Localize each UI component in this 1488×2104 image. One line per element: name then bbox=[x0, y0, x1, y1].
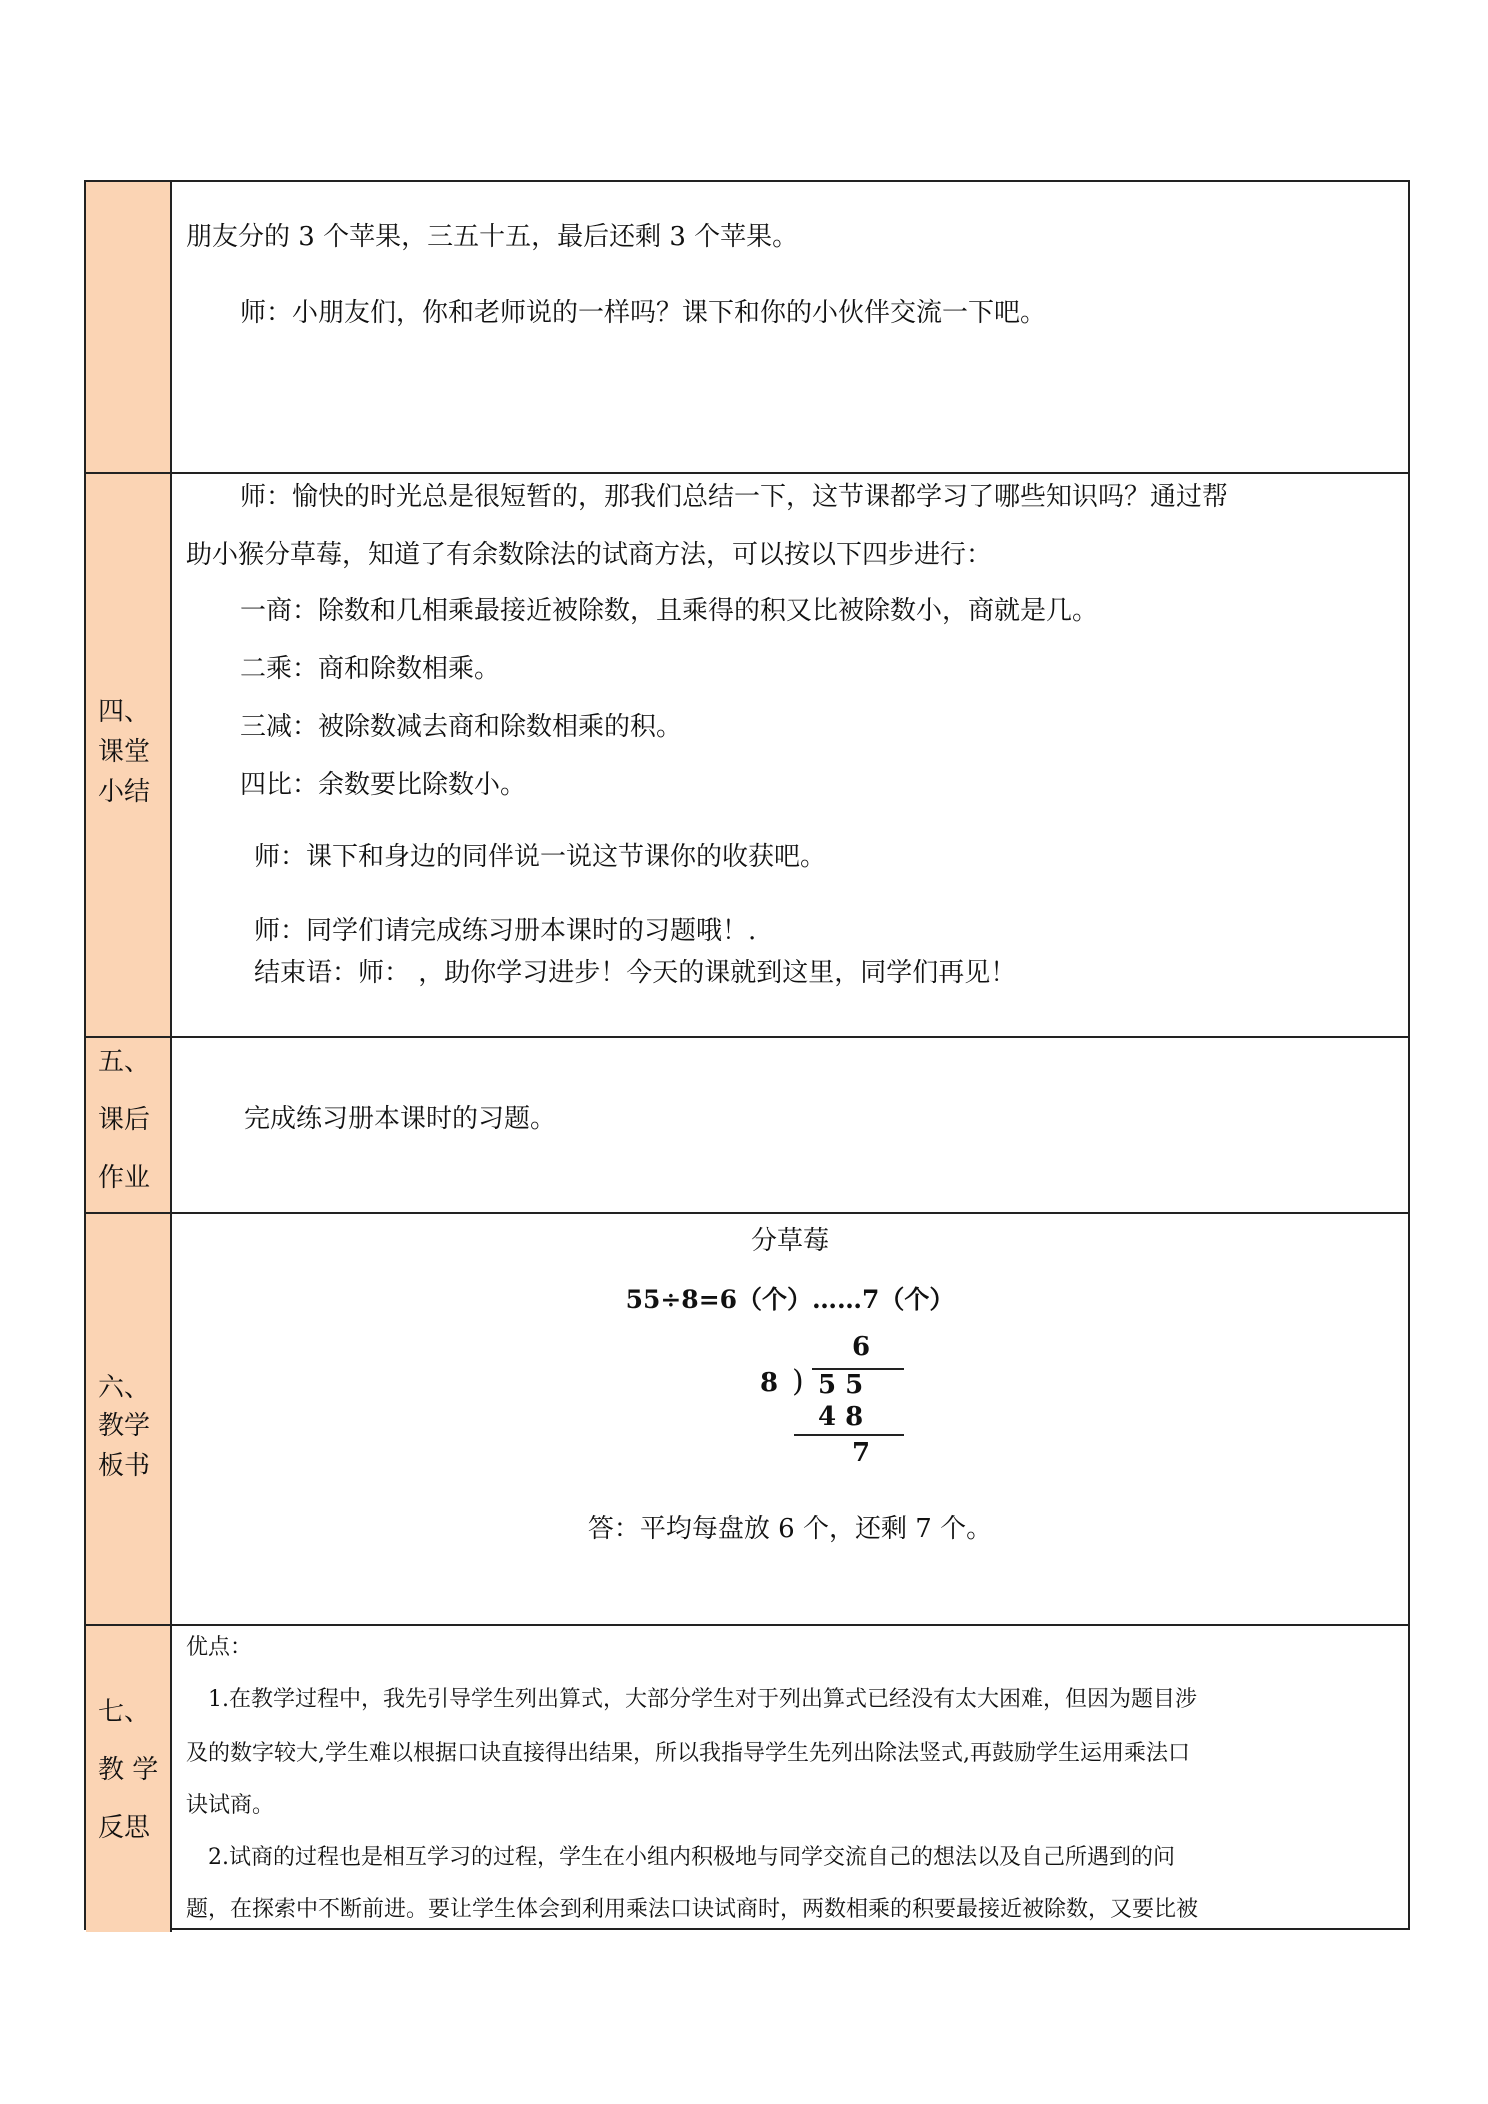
text-line: 助小猴分草莓，知道了有余数除法的试商方法，可以按以下四步进行： bbox=[186, 540, 993, 570]
board-equation: 55÷8=6（个）……7（个） bbox=[625, 1285, 955, 1314]
label-line: 七、 bbox=[98, 1697, 151, 1727]
label-line: 小结 bbox=[98, 777, 151, 807]
label-line: 五、 bbox=[98, 1047, 151, 1077]
board-answer: 答：平均每盘放 6 个，还剩 7 个。 bbox=[587, 1514, 993, 1544]
division-remainder: 7 bbox=[852, 1438, 871, 1468]
row-reflection bbox=[86, 1626, 1408, 1932]
text-line: 完成练习册本课时的习题。 bbox=[244, 1104, 557, 1134]
text-line: 题，在探索中不断前进。要让学生体会到利用乘法口诀试商时，两数相乘的积要最接近被除数，又要比被 bbox=[186, 1897, 1199, 1922]
text-line: 二乘：商和除数相乘。 bbox=[240, 654, 501, 684]
row-content bbox=[172, 474, 1408, 1036]
row-label bbox=[86, 1626, 172, 1932]
division-dividend: 5 5 bbox=[818, 1370, 864, 1400]
division-product: 4 8 bbox=[818, 1402, 864, 1432]
label-line: 板书 bbox=[98, 1451, 151, 1481]
row-class-summary bbox=[86, 474, 1408, 1038]
text-line: 师：小朋友们，你和老师说的一样吗？课下和你的小伙伴交流一下吧。 bbox=[240, 298, 1047, 328]
row-label bbox=[86, 474, 172, 1036]
row-content bbox=[172, 1038, 1408, 1212]
text-line: 及的数字较大,学生难以根据口诀直接得出结果，所以我指导学生先列出除法竖式,再鼓励学生运用乘法口 bbox=[186, 1741, 1190, 1766]
division-bracket: ) bbox=[792, 1364, 804, 1399]
row-blackboard bbox=[86, 1214, 1408, 1626]
text-line: 1.在教学过程中，我先引导学生列出算式，大部分学生对于列出算式已经没有太大困难，但因为题目涉 bbox=[208, 1687, 1197, 1712]
row-homework bbox=[86, 1038, 1408, 1214]
row-content bbox=[172, 1214, 1408, 1624]
text-line: 师：愉快的时光总是很短暂的，那我们总结一下，这节课都学习了哪些知识吗？通过帮 bbox=[240, 482, 1229, 512]
division-subtraction-line bbox=[794, 1434, 904, 1436]
label-line: 课后 bbox=[98, 1105, 151, 1135]
row-label bbox=[86, 1214, 172, 1624]
lesson-plan-table bbox=[84, 180, 1410, 1930]
row-label-empty bbox=[86, 182, 172, 472]
row-content bbox=[172, 182, 1408, 472]
text-line: 三减：被除数减去商和除数相乘的积。 bbox=[240, 712, 683, 742]
division-quotient: 6 bbox=[852, 1332, 871, 1362]
label-line: 四、 bbox=[98, 697, 151, 727]
text-line: 结束语：师： ，助你学习进步！今天的课就到这里，同学们再见！ bbox=[254, 958, 1017, 988]
text-line: 四比：余数要比除数小。 bbox=[240, 770, 527, 800]
board-title: 分草莓 bbox=[750, 1226, 829, 1256]
label-line: 教 学 bbox=[98, 1755, 159, 1785]
label-line: 作业 bbox=[98, 1163, 151, 1193]
text-line: 优点： bbox=[186, 1635, 253, 1660]
text-line: 诀试商。 bbox=[186, 1793, 275, 1818]
row-label bbox=[86, 1038, 172, 1212]
text-line: 朋友分的 3 个苹果，三五十五，最后还剩 3 个苹果。 bbox=[186, 222, 799, 252]
label-line: 六、 bbox=[98, 1373, 151, 1403]
row-continuation bbox=[86, 182, 1408, 474]
text-line: 师：同学们请完成练习册本课时的习题哦！. bbox=[254, 916, 757, 946]
label-line: 反思 bbox=[98, 1813, 151, 1843]
row-content bbox=[172, 1626, 1408, 1932]
text-line: 师：课下和身边的同伴说一说这节课你的收获吧。 bbox=[254, 842, 827, 872]
label-line: 课堂 bbox=[98, 737, 151, 767]
text-line: 一商：除数和几相乘最接近被除数，且乘得的积又比被除数小，商就是几。 bbox=[240, 596, 1099, 626]
division-divisor: 8 bbox=[760, 1368, 779, 1398]
text-line: 2.试商的过程也是相互学习的过程，学生在小组内积极地与同学交流自己的想法以及自己所遇到的问 bbox=[208, 1845, 1175, 1870]
label-line: 教学 bbox=[98, 1411, 151, 1441]
